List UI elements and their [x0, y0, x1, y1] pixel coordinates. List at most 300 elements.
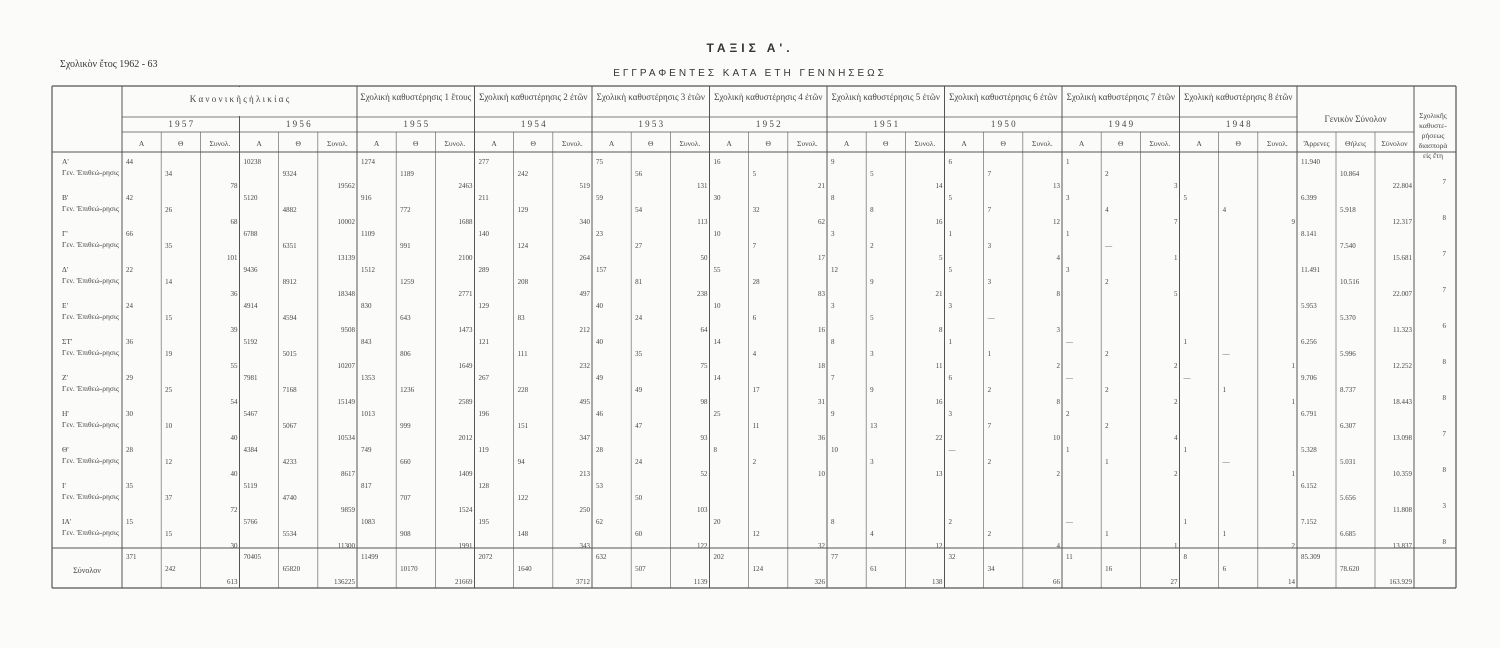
table-cell: 5467 — [243, 410, 258, 418]
table-cell: 35 — [126, 482, 133, 490]
total-cell: 371 — [126, 553, 137, 561]
delay-cell: 7 — [1442, 178, 1446, 186]
table-cell: 14 — [713, 338, 721, 346]
table-cell: 4 — [1056, 254, 1060, 262]
table-cell: 13 — [1052, 182, 1060, 190]
table-cell: 19 — [165, 350, 173, 358]
table-cell: 10 — [713, 302, 721, 310]
table-cell: 643 — [400, 314, 411, 322]
school-year-label: Σχολικὸν ἔτος 1962 - 63 — [60, 59, 158, 70]
table-cell: 34 — [165, 170, 173, 178]
inspection-label: Γεν. Ἐπιθεώ-ρησις — [62, 384, 119, 393]
table-cell: 2 — [1056, 362, 1060, 370]
table-cell: — — [948, 446, 956, 454]
table-cell: 830 — [361, 302, 372, 310]
table-cell: 6.791 — [1301, 410, 1317, 418]
table-cell: 7.540 — [1340, 242, 1356, 250]
class-row-label — [62, 264, 120, 286]
table-cell: 47 — [635, 422, 643, 430]
table-cell: 1236 — [400, 386, 415, 394]
table-cell: 25 — [713, 410, 721, 418]
table-cell: 83 — [817, 290, 825, 298]
table-cell: 62 — [817, 218, 825, 226]
table-cell: 29 — [126, 374, 133, 382]
sub-column-header: Συνολ. — [562, 139, 583, 148]
table-cell: 28 — [752, 278, 760, 286]
table-cell: 2 — [752, 458, 757, 466]
table-cell: 1 — [1066, 158, 1070, 166]
table-cell: 151 — [517, 422, 529, 430]
table-cell: 4 — [1105, 206, 1109, 214]
table-cell: 5 — [1183, 194, 1187, 202]
table-cell: 1 — [1066, 446, 1070, 454]
delay-cell: 8 — [1442, 538, 1446, 546]
sub-column-header: Συνολ. — [679, 139, 701, 148]
sub-column-header: Συνολ. — [1149, 139, 1171, 148]
table-cell: 54 — [635, 206, 643, 214]
table-cell: 6.152 — [1301, 482, 1317, 490]
table-cell: 157 — [596, 266, 607, 274]
year-header: 1 9 4 9 — [1108, 119, 1134, 129]
inspection-label: Γεν. Ἐπιθεώ-ρησις — [62, 240, 119, 249]
year-header: 1 9 5 4 — [520, 119, 546, 129]
table-cell: 5.370 — [1340, 314, 1356, 322]
table-cell: 7 — [987, 170, 992, 178]
table-cell: 148 — [517, 530, 529, 538]
table-cell: 10 — [817, 470, 825, 478]
sub-column-header: Συνολ. — [444, 139, 466, 148]
table-cell: 213 — [579, 470, 590, 478]
table-cell: 22 — [126, 266, 133, 274]
total-cell: 10170 — [400, 565, 418, 573]
table-cell: 4 — [1056, 542, 1060, 550]
table-cell: 36 — [126, 338, 133, 346]
table-cell: 5.656 — [1340, 494, 1356, 502]
table-cell: 14 — [935, 182, 943, 190]
table-cell: 13 — [935, 470, 943, 478]
table-cell: 1524 — [458, 506, 473, 514]
table-cell: 50 — [635, 494, 643, 502]
table-cell: 4233 — [282, 458, 297, 466]
total-cell: 16 — [1105, 565, 1113, 573]
table-cell: 5 — [1173, 290, 1178, 298]
table-cell: 13 — [870, 422, 878, 430]
table-cell: 9508 — [340, 326, 355, 334]
year-header: 1 9 5 3 — [638, 119, 664, 129]
table-cell: 8912 — [282, 278, 297, 286]
table-cell: 3 — [948, 302, 952, 310]
sub-column-header: Α — [1196, 139, 1202, 148]
table-cell: 11 — [752, 422, 760, 430]
class-name: Ζ' — [62, 373, 68, 382]
total-cell: 11499 — [361, 553, 379, 561]
table-cell: 128 — [478, 482, 489, 490]
table-cell: 15 — [165, 530, 173, 538]
table-cell: 66 — [126, 230, 133, 238]
table-cell: 908 — [400, 530, 411, 538]
table-cell: 6.307 — [1340, 422, 1356, 430]
table-cell: 30 — [713, 194, 721, 202]
table-cell: 6.399 — [1301, 194, 1317, 202]
total-cell: 507 — [635, 565, 646, 573]
table-cell: 3 — [987, 278, 992, 286]
table-cell: 6.685 — [1340, 530, 1356, 538]
table-cell: 1 — [948, 338, 952, 346]
table-cell: 495 — [579, 398, 590, 406]
table-cell: 9436 — [243, 266, 258, 274]
table-cell: 1 — [1183, 518, 1187, 526]
table-cell: 40 — [230, 470, 238, 478]
table-cell: 6.256 — [1301, 338, 1317, 346]
group-header-delay: Σχολικὴ καθυστέρησις 8 ἐτῶν — [1184, 92, 1293, 102]
table-cell: 17 — [752, 386, 760, 394]
table-cell: 12 — [1052, 218, 1060, 226]
table-cell: 340 — [579, 218, 590, 226]
delay-cell: 8 — [1442, 394, 1446, 402]
total-cell: 2072 — [478, 553, 493, 561]
table-cell: 12 — [752, 530, 760, 538]
table-cell: 1 — [1183, 446, 1187, 454]
table-cell: 18348 — [337, 290, 355, 298]
table-cell: 122 — [517, 494, 529, 502]
table-cell: 4 — [1222, 206, 1227, 214]
table-cell: 2463 — [458, 182, 473, 190]
table-cell: 8.737 — [1340, 386, 1356, 394]
table-cell: 8.141 — [1301, 230, 1317, 238]
table-cell: 999 — [400, 422, 411, 430]
table-cell: 5 — [752, 170, 757, 178]
table-cell: 17 — [817, 254, 825, 262]
total-cell: 14 — [1287, 578, 1295, 586]
table-cell: — — [1066, 518, 1073, 526]
table-cell: 3 — [1173, 182, 1178, 190]
table-cell: 36 — [230, 290, 238, 298]
total-cell: 32 — [948, 553, 956, 561]
group-header-delay: Σχολικὴ καθυστέρησις 1 ἔτους — [360, 92, 472, 102]
delay-cell: 8 — [1442, 466, 1446, 474]
total-cell: 136225 — [333, 578, 355, 586]
table-cell: 347 — [579, 434, 590, 442]
table-cell: 11 — [935, 362, 943, 370]
table-cell: 16 — [935, 398, 943, 406]
table-cell: 232 — [579, 362, 590, 370]
table-cell: 4882 — [282, 206, 297, 214]
table-cell: 289 — [478, 266, 489, 274]
table-cell: 14 — [713, 374, 721, 382]
table-cell: 8 — [870, 206, 874, 214]
table-cell: 5119 — [243, 482, 258, 490]
table-cell: 7.152 — [1301, 518, 1317, 526]
table-cell: 5192 — [243, 338, 258, 346]
table-cell: 24 — [635, 314, 643, 322]
year-header: 1 9 5 0 — [990, 119, 1016, 129]
sub-column-header: Θ — [765, 139, 771, 148]
table-cell: 1274 — [361, 158, 375, 166]
table-cell: 2 — [1173, 362, 1178, 370]
class-row-label — [62, 516, 120, 538]
table-cell: 131 — [696, 182, 708, 190]
total-cell: 21669 — [454, 578, 473, 586]
table-cell: 24 — [126, 302, 133, 310]
table-cell: 60 — [635, 530, 643, 538]
table-cell: 16 — [817, 326, 825, 334]
table-cell: — — [1105, 242, 1113, 250]
total-cell: 85.309 — [1301, 553, 1321, 561]
table-cell: 28 — [126, 446, 133, 454]
table-cell: 22 — [935, 434, 943, 442]
table-cell: 9324 — [282, 170, 297, 178]
inspection-label: Γεν. Ἐπιθεώ-ρησις — [62, 528, 119, 537]
table-cell: 15149 — [337, 398, 355, 406]
table-cell: 98 — [700, 398, 708, 406]
class-name: Ε' — [62, 301, 68, 310]
sub-column-header: Α — [1078, 139, 1085, 148]
table-cell: 35 — [165, 242, 173, 250]
sub-column-header: Α — [138, 139, 145, 148]
table-cell: 8 — [831, 518, 835, 526]
table-cell: 10002 — [337, 218, 355, 226]
table-cell: 8 — [831, 338, 835, 346]
table-cell: 1 — [1291, 362, 1295, 370]
table-cell: 30 — [126, 410, 133, 418]
table-cell: 3 — [1066, 194, 1070, 202]
table-cell: 119 — [478, 446, 489, 454]
class-name: ΙΑ' — [62, 517, 72, 526]
table-cell: 54 — [230, 398, 238, 406]
delay-cell: 7 — [1442, 250, 1446, 258]
total-cell: 27 — [1170, 578, 1178, 586]
table-cell: 9 — [831, 158, 835, 166]
table-cell: 16 — [713, 158, 721, 166]
table-cell: 250 — [579, 506, 590, 514]
table-cell: 5766 — [243, 518, 258, 526]
table-cell: 40 — [230, 434, 238, 442]
group-header-delay: Σχολικὴ καθυστέρησις 5 ἐτῶν — [831, 92, 940, 102]
table-cell: 4594 — [282, 314, 297, 322]
sub-column-header: Σύνολον — [1381, 139, 1408, 148]
table-cell: 1 — [1291, 398, 1295, 406]
class-name: Θ' — [62, 445, 69, 454]
table-cell: 39 — [230, 326, 238, 334]
table-cell: 11.491 — [1301, 266, 1320, 274]
table-cell: 1649 — [458, 362, 473, 370]
table-cell: 18 — [817, 362, 825, 370]
table-cell: 10 — [165, 422, 173, 430]
table-cell: 59 — [596, 194, 603, 202]
table-cell: 15 — [126, 518, 133, 526]
table-cell: 2 — [1105, 278, 1109, 286]
table-cell: 2 — [1056, 470, 1060, 478]
table-cell: 772 — [400, 206, 411, 214]
table-cell: 62 — [596, 518, 603, 526]
table-cell: 2100 — [458, 254, 473, 262]
inspection-label: Γεν. Ἐπιθεώ-ρησις — [62, 456, 119, 465]
table-cell: 32 — [752, 206, 760, 214]
table-cell: 6351 — [282, 242, 297, 250]
class-row-label — [62, 300, 120, 322]
table-cell: 1 — [948, 230, 952, 238]
table-cell: 5.996 — [1340, 350, 1356, 358]
table-cell: 12.317 — [1392, 218, 1412, 226]
table-cell: 11.323 — [1393, 326, 1412, 334]
table-cell: 4 — [1173, 434, 1178, 442]
total-cell: 70405 — [243, 553, 261, 561]
table-cell: 9.706 — [1301, 374, 1317, 382]
table-cell: 81 — [635, 278, 643, 286]
table-cell: 78 — [230, 182, 238, 190]
table-cell: 991 — [400, 242, 411, 250]
table-cell: 72 — [230, 506, 238, 514]
table-cell: 5 — [870, 314, 874, 322]
sub-column-header: Συνολ. — [209, 139, 231, 148]
table-cell: 2 — [987, 458, 992, 466]
table-cell: 8 — [1056, 398, 1060, 406]
group-header-normal-age: Κ α ν ο ν ι κ ῆ ς ἡ λ ι κ ί α ς — [189, 94, 290, 104]
sub-column-header: Θ — [1235, 139, 1241, 148]
sub-column-header: Θ — [1000, 139, 1006, 148]
table-cell: 4384 — [243, 446, 258, 454]
table-cell: 26 — [165, 206, 173, 214]
table-cell: 36 — [817, 434, 825, 442]
table-cell: 21 — [935, 290, 943, 298]
table-cell: 5.031 — [1340, 458, 1356, 466]
group-header-delay: Σχολικὴ καθυστέρησις 4 ἐτῶν — [714, 92, 823, 102]
table-cell: 208 — [517, 278, 529, 286]
table-cell: 20 — [713, 518, 721, 526]
table-cell: 238 — [696, 290, 708, 298]
table-cell: 44 — [126, 158, 133, 166]
table-cell: 49 — [635, 386, 643, 394]
delay-cell: 8 — [1442, 358, 1446, 366]
table-cell: 3 — [870, 458, 874, 466]
table-cell: 1 — [1105, 458, 1109, 466]
table-cell: 2 — [1066, 410, 1070, 418]
table-cell: 111 — [517, 350, 528, 358]
table-cell: 32 — [817, 542, 825, 550]
table-cell: 7168 — [282, 386, 297, 394]
table-cell: 2 — [870, 242, 874, 250]
group-header-delay: Σχολικὴ καθυστέρησις 6 ἐτῶν — [949, 92, 1058, 102]
total-cell: 613 — [226, 578, 238, 586]
table-cell: 9 — [870, 386, 874, 394]
table-cell: 1 — [1173, 254, 1178, 262]
table-cell: 22.804 — [1392, 182, 1412, 190]
sub-column-header: Α — [491, 139, 497, 148]
sub-column-header: Θ — [883, 139, 889, 148]
table-cell: 129 — [478, 302, 489, 310]
inspection-label: Γεν. Ἐπιθεώ-ρησις — [62, 492, 119, 501]
total-cell: 11 — [1066, 553, 1073, 561]
class-row-label — [62, 192, 120, 214]
table-cell: 519 — [579, 182, 590, 190]
sub-column-header: Συνολ. — [914, 139, 936, 148]
table-cell: 121 — [478, 338, 489, 346]
table-cell: 5.918 — [1340, 206, 1356, 214]
table-cell: 5 — [948, 194, 952, 202]
class-row-label — [62, 480, 120, 502]
table-cell: 8 — [713, 446, 717, 454]
general-total-header: Γενικὸν Σύνολον — [1324, 114, 1387, 124]
table-cell: 2589 — [458, 398, 473, 406]
table-cell: 2 — [1105, 386, 1109, 394]
table-cell: 1 — [1222, 530, 1227, 538]
table-cell: 16 — [935, 218, 943, 226]
table-cell: 31 — [817, 398, 825, 406]
table-cell: 5 — [870, 170, 874, 178]
table-cell: 12 — [831, 266, 838, 274]
table-cell: 7 — [752, 242, 757, 250]
table-cell: 1353 — [361, 374, 375, 382]
table-cell: 1083 — [361, 518, 375, 526]
table-cell: 46 — [596, 410, 603, 418]
table-cell: 2012 — [458, 434, 473, 442]
table-cell: 3 — [870, 350, 874, 358]
table-cell: 21 — [817, 182, 825, 190]
table-cell: 749 — [361, 446, 372, 454]
table-cell: 103 — [696, 506, 708, 514]
sub-column-header: Α — [256, 139, 262, 148]
table-cell: 22.007 — [1392, 290, 1412, 298]
table-cell: 2 — [1173, 470, 1178, 478]
total-cell: 77 — [831, 553, 838, 561]
class-row-label — [62, 228, 120, 250]
table-cell: 8617 — [340, 470, 355, 478]
table-cell: 4914 — [243, 302, 258, 310]
table-cell: 83 — [517, 314, 525, 322]
table-cell: 50 — [700, 254, 708, 262]
table-cell: 4 — [752, 350, 757, 358]
year-header: 1 9 5 2 — [755, 119, 781, 129]
delay-cell: 8 — [1442, 214, 1446, 222]
table-cell: 11300 — [337, 542, 355, 550]
delay-cell: 6 — [1442, 322, 1446, 330]
table-cell: 228 — [517, 386, 529, 394]
sub-column-header: Α — [373, 139, 380, 148]
table-cell: 40 — [596, 302, 603, 310]
table-cell: 49 — [596, 374, 603, 382]
class-row-label — [62, 444, 120, 466]
table-cell: 1 — [1291, 470, 1295, 478]
table-cell: 113 — [697, 218, 708, 226]
sub-column-header: Ἄρρενες — [1303, 139, 1330, 148]
table-cell: 75 — [700, 362, 708, 370]
table-cell: 13139 — [337, 254, 355, 262]
table-cell: 9 — [870, 278, 874, 286]
table-cell: 10 — [713, 230, 721, 238]
total-cell: 6 — [1222, 565, 1227, 573]
table-cell: 12.252 — [1392, 362, 1412, 370]
table-cell: 212 — [579, 326, 590, 334]
table-cell: 7 — [987, 422, 992, 430]
table-cell: 3 — [987, 242, 992, 250]
table-cell: 10 — [831, 446, 838, 454]
table-cell: 267 — [478, 374, 489, 382]
table-cell: 7 — [831, 374, 835, 382]
table-cell: 2 — [948, 518, 952, 526]
inspection-label: Γεν. Ἐπιθεώ-ρησις — [62, 420, 119, 429]
table-cell: 6788 — [243, 230, 258, 238]
table-cell: 3 — [1056, 326, 1060, 334]
class-name: ΣΤ' — [62, 337, 73, 346]
table-cell: 9 — [831, 410, 835, 418]
inspection-label: Γεν. Ἐπιθεώ-ρησις — [62, 204, 119, 213]
table-cell: 5120 — [243, 194, 258, 202]
table-cell: 1189 — [400, 170, 414, 178]
total-cell: 326 — [814, 578, 825, 586]
table-cell: 140 — [478, 230, 489, 238]
table-cell: 1 — [1105, 530, 1109, 538]
table-cell: 1 — [1222, 386, 1227, 394]
